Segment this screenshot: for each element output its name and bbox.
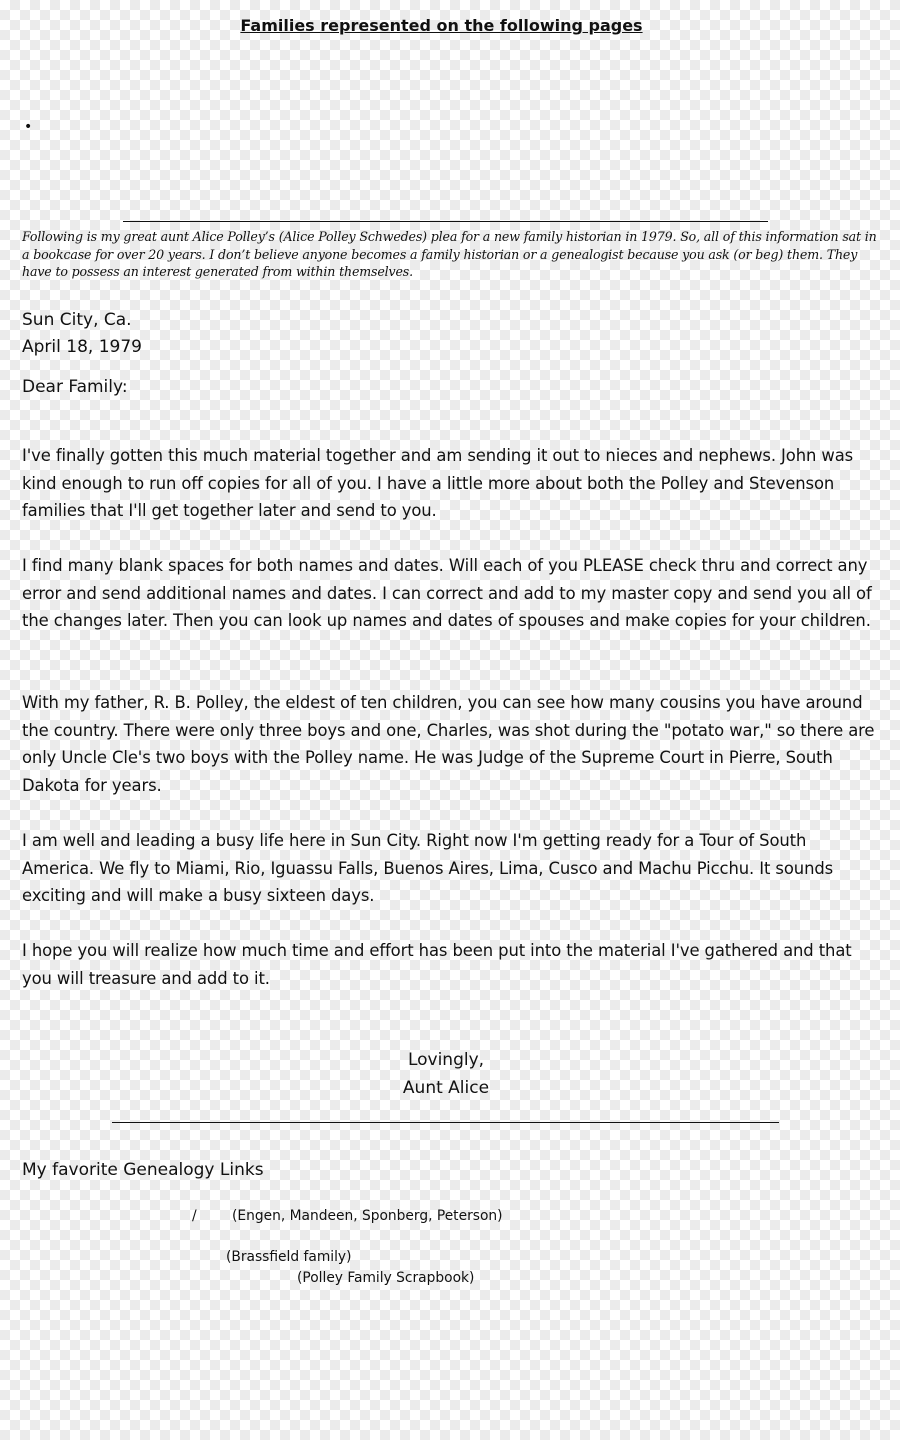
bullet-point: • xyxy=(24,119,33,135)
letter-closing: Lovingly, xyxy=(407,1050,485,1070)
letter-closing-block xyxy=(0,1047,892,1102)
letter-date: April 18, 1979 xyxy=(22,337,142,357)
letter-heading xyxy=(22,307,142,361)
letter-place: Sun City, Ca. xyxy=(22,310,132,330)
genealogy-link[interactable]: (Engen, Mandeen, Sponberg, Peterson) xyxy=(232,1208,503,1224)
genealogy-link[interactable]: (Polley Family Scrapbook) xyxy=(297,1270,475,1286)
letter-salutation: Dear Family: xyxy=(22,377,128,397)
letter-paragraph: I find many blank spaces for both names and dates. Will each of you PLEASE check thru and correct any error and send additional names and dates. I can correct and add to my master copy and send you all of the changes later. Then you can look up names and dates of spouses and make copies for your children. xyxy=(22,556,872,630)
letter-paragraph: I hope you will realize how much time and effort has been put into the material I've gathered and that you will treasure and add to it. xyxy=(22,941,852,988)
letter-paragraph: I've finally gotten this much material together and am sending it out to nieces and nephews. John was kind enough to run off copies for all of you. I have a little more about both the Polley and Stevenson families that I'll get together later and send to you. xyxy=(22,446,854,520)
top-divider xyxy=(123,221,768,222)
letter-paragraph: With my father, R. B. Polley, the eldest of ten children, you can see how many cousins you have around the country. There were only three boys and one, Charles, was shot during the "potato war," so there are only Uncle Cle's two boys with the Polley name. He was Judge of the Supreme Court in Pierre, South Dakota for years. xyxy=(22,693,875,795)
bottom-divider xyxy=(112,1122,779,1123)
genealogy-link[interactable]: (Brassfield family) xyxy=(226,1249,352,1265)
link-separator: / xyxy=(192,1208,197,1224)
letter-signature: Aunt Alice xyxy=(402,1077,490,1098)
links-heading: My favorite Genealogy Links xyxy=(22,1160,264,1180)
intro-note: Following is my great aunt Alice Polley’s (Alice Polley Schwedes) plea for a new family historian in 1979. So, all of this information sat in a bookcase for over 20 years. I don’t believe anyone becomes a family historian or a genealogist because you ask (or beg) them. They have to possess an interest generated from within themselves. xyxy=(22,229,877,279)
letter-paragraph: I am well and leading a busy life here in Sun City. Right now I'm getting ready for a Tour of South America. We fly to Miami, Rio, Iguassu Falls, Buenos Aires, Lima, Cusco and Machu Picchu. It sounds exciting and will make a busy sixteen days. xyxy=(22,831,834,905)
page-title: Families represented on the following pages xyxy=(240,16,643,35)
